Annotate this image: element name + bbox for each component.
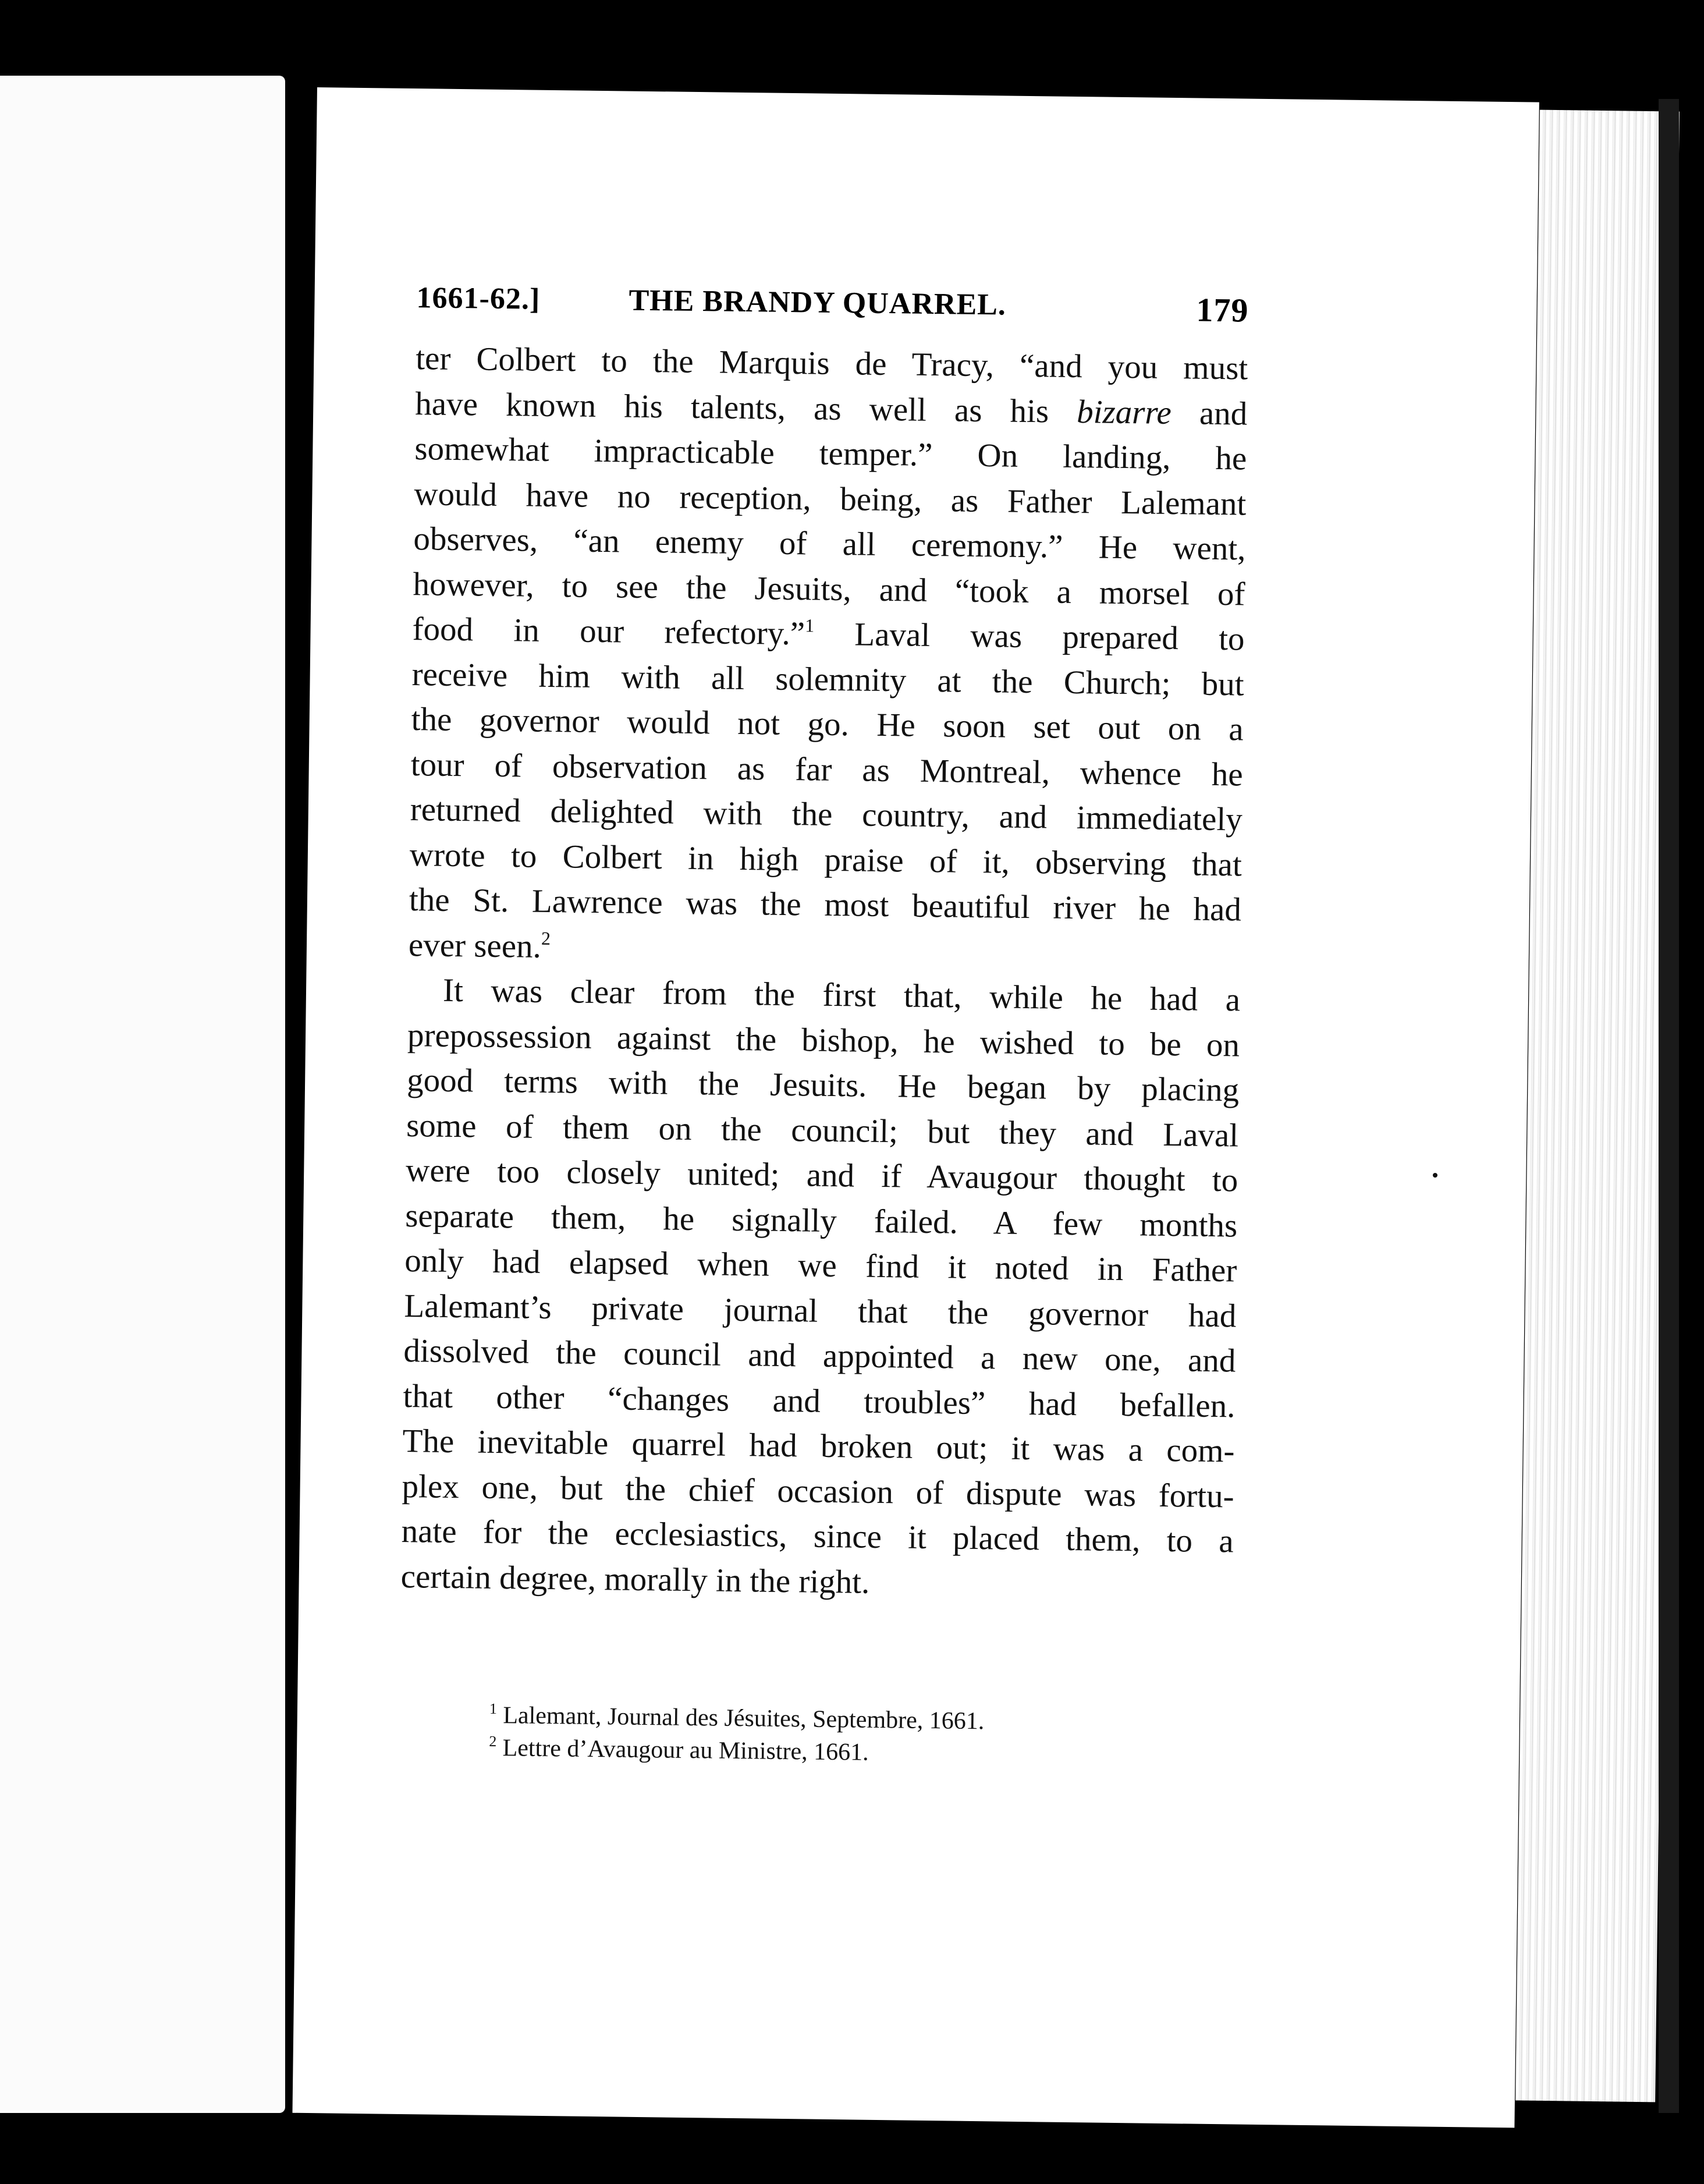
page-stack-shadow [1659, 99, 1679, 2113]
text-line: only had elapsed when we find it noted in Father [404, 1242, 1237, 1289]
book-page [292, 87, 1539, 2128]
text-line: tour of observation as far as Montreal, whence he [410, 746, 1244, 793]
text-line: that other “changes and troubles” had befallen. [403, 1377, 1236, 1424]
text-line: ter Colbert to the Marquis de Tracy, “and you must [415, 340, 1248, 387]
header-title: THE BRANDY QUARREL. [629, 283, 1007, 322]
text-line: observes, “an enemy of all ceremony.” He went, [413, 520, 1246, 568]
scan-speck [1433, 1173, 1437, 1178]
text-line: however, to see the Jesuits, and “took a morsel of [413, 565, 1245, 613]
text-line: the governor would not go. He soon set out on a [411, 701, 1244, 748]
text-line: ever seen.$^2$ [408, 926, 551, 965]
previous-page-edge [0, 76, 285, 2113]
footnote-reference: 2 [541, 927, 551, 949]
footnote [489, 1732, 984, 1770]
footnote-text: Lettre d’Avaugour au Ministre, 1661. [502, 1735, 869, 1766]
text-line: Lalemant’s private journal that the governor had [404, 1287, 1237, 1334]
page-stack-edges [1515, 110, 1680, 2103]
text-line: certain degree, morally in the right. [400, 1558, 870, 1601]
text-line: separate them, he signally failed. A few months [404, 1197, 1238, 1244]
text-line: The inevitable quarrel had broken out; it was a com- [402, 1422, 1235, 1470]
footnote-mark: 2 [489, 1732, 497, 1750]
text-line: were too closely united; and if Avaugour thought to [405, 1152, 1238, 1199]
text-line: would have no reception, being, as Father Lalemant [414, 475, 1247, 523]
text-line: It was clear from the first that, while he had a [442, 972, 1241, 1019]
footnote-mark: 1 [489, 1700, 498, 1717]
text-line: receive him with all solemnity at the Church; but [411, 655, 1244, 703]
body-text [400, 336, 1248, 1609]
text-line: good terms with the Jesuits. He began by placing [406, 1062, 1240, 1109]
text-line: returned delighted with the country, and immediately [410, 791, 1243, 838]
footnote [489, 1699, 985, 1738]
text-line: dissolved the council and appointed a new one, and [403, 1332, 1236, 1380]
page-number: 179 [1196, 290, 1249, 329]
text-line: nate for the ecclesiastics, since it placed them, to a [401, 1512, 1234, 1560]
text-line: plex one, but the chief occasion of dispute was fortu- [402, 1467, 1234, 1515]
footnotes [489, 1699, 985, 1770]
text-line: prepossession against the bishop, he wished to be on [407, 1016, 1240, 1063]
text-line: have known his talents, as well as his bizarre and [414, 385, 1248, 432]
text-line: the St. Lawrence was the most beautiful river he had [409, 881, 1242, 928]
running-header [416, 281, 1249, 337]
text-line: some of them on the council; but they and Laval [406, 1107, 1239, 1154]
text-line: food in our refectory.”$^1$ Laval was prepared to [412, 611, 1245, 658]
italic-word: bizarre [1076, 393, 1172, 431]
footnote-reference: 1 [804, 615, 815, 636]
text-line: somewhat impracticable temper.” On landing, he [414, 430, 1247, 477]
header-years: 1661-62.] [416, 281, 541, 316]
footnote-text: Lalemant, Journal des Jésuites, Septembre, 1661. [503, 1702, 985, 1735]
text-line: wrote to Colbert in high praise of it, observing that [409, 836, 1242, 884]
